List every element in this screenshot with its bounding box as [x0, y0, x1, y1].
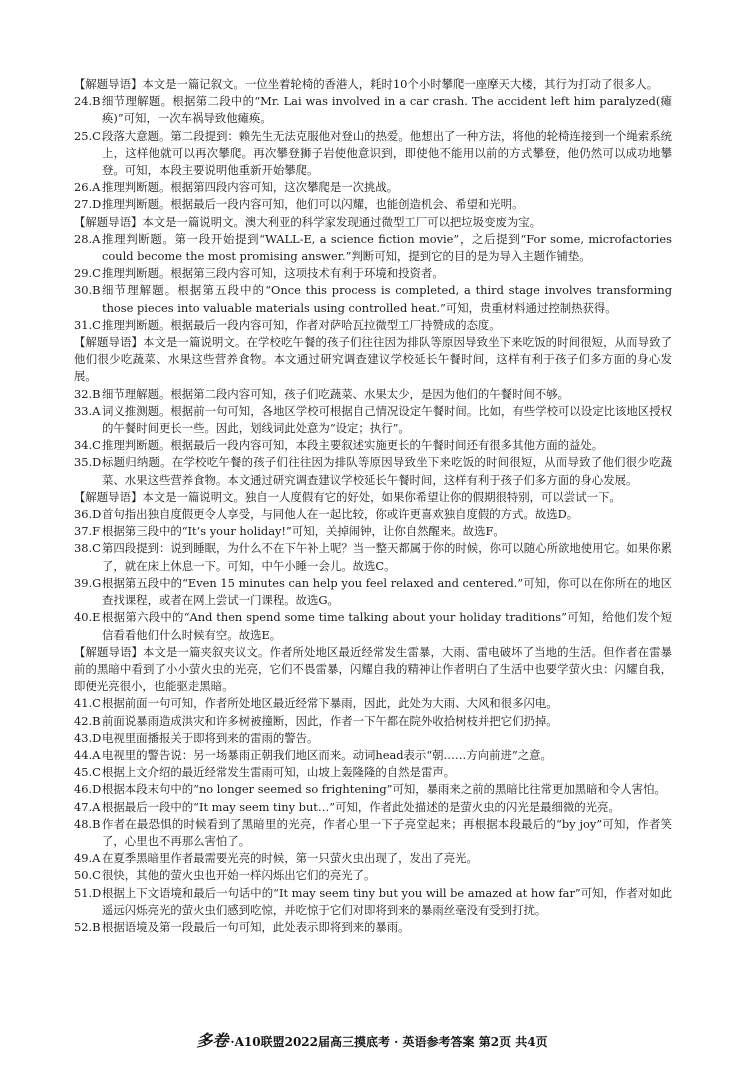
- answer-item: [74, 747, 672, 764]
- answer-item: [74, 695, 672, 712]
- answer-number: 50.C: [74, 868, 101, 883]
- answer-explanation: 根据第三段中的“It’s your holiday!”可知，关掉闹钟，让你自然醒来。故选F。: [102, 524, 505, 539]
- answer-item: [74, 506, 672, 523]
- answer-item: [74, 885, 672, 919]
- answer-item: [74, 764, 672, 781]
- answer-number: 39.G: [74, 575, 102, 590]
- answer-number: 25.C: [74, 128, 101, 143]
- answer-number: 40.E: [74, 610, 101, 625]
- section-intro: 【解题导语】本文是一篇说明文。在学校吃午餐的孩子们往往因为排队等原因导致坐下来吃饭的时间很短，从而导致了他们很少吃蔬菜、水果这些营养食物。本文通过研究调查建议学校延长午餐时间，这样有利于孩子们多方面的身心发展。: [74, 335, 672, 384]
- answer-number: 30.B: [74, 283, 101, 298]
- answer-item: [74, 850, 672, 867]
- answer-number: 41.C: [74, 696, 101, 711]
- answer-item: [74, 816, 672, 850]
- answer-item: [74, 196, 672, 213]
- answer-number: 52.B: [74, 919, 101, 934]
- answer-item: [74, 781, 672, 798]
- answer-explanation: 根据语境及第一段最后一句可知，此处表示即将到来的暴雨。: [102, 919, 410, 934]
- answer-item: [74, 713, 672, 730]
- answer-number: 51.D: [74, 885, 102, 900]
- answer-number: 46.D: [74, 782, 102, 797]
- answer-number: 43.D: [74, 730, 102, 745]
- answer-item: [74, 265, 672, 282]
- answer-item: [74, 799, 672, 816]
- answer-item: [74, 730, 672, 747]
- answer-item: [74, 540, 672, 574]
- answer-explanation: 根据第五段中的“Even 15 minutes can help you feel relaxed and centered.”可知，你可以在你所在的地区查找课程，或者在网上尝试一门课程。故选G。: [102, 575, 672, 608]
- answer-item: [74, 317, 672, 334]
- answer-explanation: 段落大意题。第二段提到：赖先生无法克服他对登山的热爱。他想出了一种方法，将他的轮椅连接到一个绳索系统上，这样他就可以再次攀爬。再次攀登狮子岩使他意识到，即使他不能用以前的方式攀登，他仍然可以成功地攀登。可知，本段主要说明他重新开始攀爬。: [102, 128, 672, 178]
- answer-number: 49.A: [74, 851, 101, 866]
- answer-explanation: 根据最后一段中的“It may seem tiny but…”可知，作者此处描述的是萤火虫的闪光是最细微的光亮。: [102, 799, 620, 814]
- answer-explanation: 推理判断题。根据第三段内容可知，这项技术有利于环境和投资者。: [102, 266, 444, 281]
- answer-number: 47.A: [74, 799, 101, 814]
- answer-number: 45.C: [74, 765, 101, 780]
- answer-number: 35.D: [74, 455, 102, 470]
- answer-item: [74, 575, 672, 609]
- answer-explanation: 电视里的警告说：另一场暴雨正朝我们地区而来。动词head表示“朝……方向前进”之意。: [102, 747, 552, 762]
- section-intro: 【解题导语】本文是一篇说明文。澳大利亚的科学家发现通过微型工厂可以把垃圾变废为宝。: [74, 214, 542, 229]
- answer-explanation: 很快，其他的萤火虫也开始一样闪烁出它们的亮光了。: [102, 868, 376, 883]
- answer-item: [74, 128, 672, 180]
- answer-explanation: 推理判断题。根据最后一段内容可知，他们可以闪耀，也能创造机会、希望和光明。: [102, 197, 524, 212]
- footer-text: A10联盟2022届高三摸底考 · 英语参考答案 第2页 共4页: [234, 1035, 548, 1049]
- answer-explanation: 推理判断题。第一段开始提到“WALL-E, a science fiction movie”，之后提到“For some, microfactories could become the most promising answer.”判断可知，提到它的目的是为导入主题作铺垫。: [102, 231, 672, 264]
- publisher-logo: 多卷: [196, 1031, 229, 1050]
- answer-number: 24.B: [74, 94, 101, 109]
- answer-item: [74, 386, 672, 403]
- answer-item: [74, 231, 672, 265]
- answer-explanation: 细节理解题。根据第二段内容可知，孩子们吃蔬菜、水果太少，是因为他们的午餐时间不够。: [102, 386, 570, 401]
- answer-explanation: 根据上文介绍的最近经常发生雷雨可知，山坡上轰隆隆的自然是雷声。: [102, 765, 456, 780]
- answer-number: 27.D: [74, 197, 102, 212]
- answer-explanation: 细节理解题。根据第二段中的“Mr. Lai was involved in a car crash. The accident left him paralyzed(瘫痪)”可知，一次车祸导致他瘫痪。: [102, 94, 672, 126]
- answer-item: [74, 919, 672, 936]
- answer-number: 42.B: [74, 713, 101, 728]
- answer-explanation: 推理判断题。根据最后一段内容可知，作者对萨哈瓦拉微型工厂持赞成的态度。: [102, 317, 501, 332]
- answer-number: 36.D: [74, 507, 102, 522]
- answer-explanation: 首句指出独自度假更令人享受，与同他人在一起比较，你或许更喜欢独自度假的方式。故选D。: [102, 507, 579, 522]
- answer-number: 44.A: [74, 747, 101, 762]
- answer-number: 29.C: [74, 266, 101, 281]
- answer-item: [74, 454, 672, 488]
- answer-explanation: 根据第六段中的“And then spend some time talking about your holiday traditions”可知，给他们发个短信看看他们什么时候有空。故选E。: [102, 610, 672, 642]
- answer-number: 48.B: [74, 816, 101, 831]
- answer-explanation: 在夏季黑暗里作者最需要光亮的时候，第一只萤火虫出现了，发出了亮光。: [102, 851, 478, 866]
- answer-item: [74, 179, 672, 196]
- answer-item: [74, 437, 672, 454]
- answer-number: 31.C: [74, 317, 101, 332]
- answer-item: [74, 403, 672, 437]
- answer-item: [74, 282, 672, 316]
- answer-item: [74, 867, 672, 884]
- answer-explanation: 词义推测题。根据前一句可知，各地区学校可根据自己情况设定午餐时间。比如，有些学校可以设定比该地区授权的午餐时间更长一些。因此，划线词此处意为“设定；执行”。: [102, 403, 672, 436]
- answer-number: 33.A: [74, 403, 101, 418]
- answer-explanation: 作者在最恐惧的时候看到了黑暗里的光亮，作者心里一下子亮堂起来；再根据本段最后的“by joy”可知，作者笑了，心里也不再那么害怕了。: [102, 816, 672, 848]
- answer-item: [74, 93, 672, 127]
- answer-number: 26.A: [74, 180, 101, 195]
- page-footer: [0, 1028, 744, 1051]
- answer-explanation: 标题归纳题。在学校吃午餐的孩子们往往因为排队等原因导致坐下来吃饭的时间很短，从而导致了他们很少吃蔬菜、水果这些营养食物。本文通过研究调查建议学校延长午餐时间，这样有利于孩子们多方面的身心发展。: [102, 455, 672, 487]
- answer-item: [74, 523, 672, 540]
- section-intro: 【解题导语】本文是一篇夹叙夹议文。作者所处地区最近经常发生雷暴，大雨、雷电破坏了当地的生活。但作者在雷暴前的黑暗中看到了小小萤火虫的光亮，它们不畏雷暴，闪耀自我的精神让作者明白了生活中也要学萤火虫：闪耀自我，即便光亮很小，也能驱走黑暗。: [74, 644, 672, 694]
- answer-explanation: 电视里面播报关于即将到来的雷雨的警告。: [102, 730, 319, 745]
- answer-number: 28.A: [74, 231, 101, 246]
- answer-number: 34.C: [74, 438, 101, 453]
- answer-explanation: 根据前面一句可知，作者所处地区最近经常下暴雨，因此，此处为大雨、大风和很多闪电。: [102, 696, 558, 711]
- answer-explanation: 前面说暴雨造成洪灾和许多树被撞断，因此，作者一下午都在院外收拾树枝并把它们扔掉。: [102, 713, 558, 728]
- answer-explanation: 第四段提到：说到睡眠，为什么不在下午补上呢？当一整天都属于你的时候，你可以随心所欲地使用它。如果你累了，就在床上休息一下。可知，中午小睡一会儿。故选C。: [102, 541, 672, 573]
- answer-document: [74, 76, 672, 936]
- answer-number: 38.C: [74, 541, 101, 556]
- answer-explanation: 细节理解题。根据第五段中的“Once this process is completed, a third stage involves transforming those pieces into valuable materials using controlled heat.”可知，贵重材料通过控制热获得。: [102, 283, 672, 315]
- answer-explanation: 推理判断题。根据最后一段内容可知，本段主要叙述实施更长的午餐时间还有很多其他方面的益处。: [102, 438, 604, 453]
- answer-number: 32.B: [74, 386, 101, 401]
- answer-item: [74, 609, 672, 643]
- section-intro: 【解题导语】本文是一篇记叙文。一位坐着轮椅的香港人，耗时10个小时攀爬一座摩天大楼，其行为打动了很多人。: [74, 77, 659, 91]
- answer-explanation: 根据本段末句中的“no longer seemed so frightening”可知，暴雨来之前的黑暗比往常更加黑暗和令人害怕。: [102, 782, 666, 797]
- section-intro: 【解题导语】本文是一篇说明文。独自一人度假有它的好处，如果你希望让你的假期很特别，可以尝试一下。: [74, 489, 621, 504]
- answer-number: 37.F: [74, 524, 101, 539]
- answer-explanation: 根据上下文语境和最后一句话中的“It may seem tiny but you will be amazed at how far”可知，作者对如此遥远闪烁亮光的萤火虫们感到吃惊，并吃惊于它们对即将到来的暴雨丝毫没有受到打扰。: [102, 885, 672, 917]
- answer-explanation: 推理判断题。根据第四段内容可知，这次攀爬是一次挑战。: [102, 180, 399, 195]
- footer-separator: ·: [230, 1035, 235, 1049]
